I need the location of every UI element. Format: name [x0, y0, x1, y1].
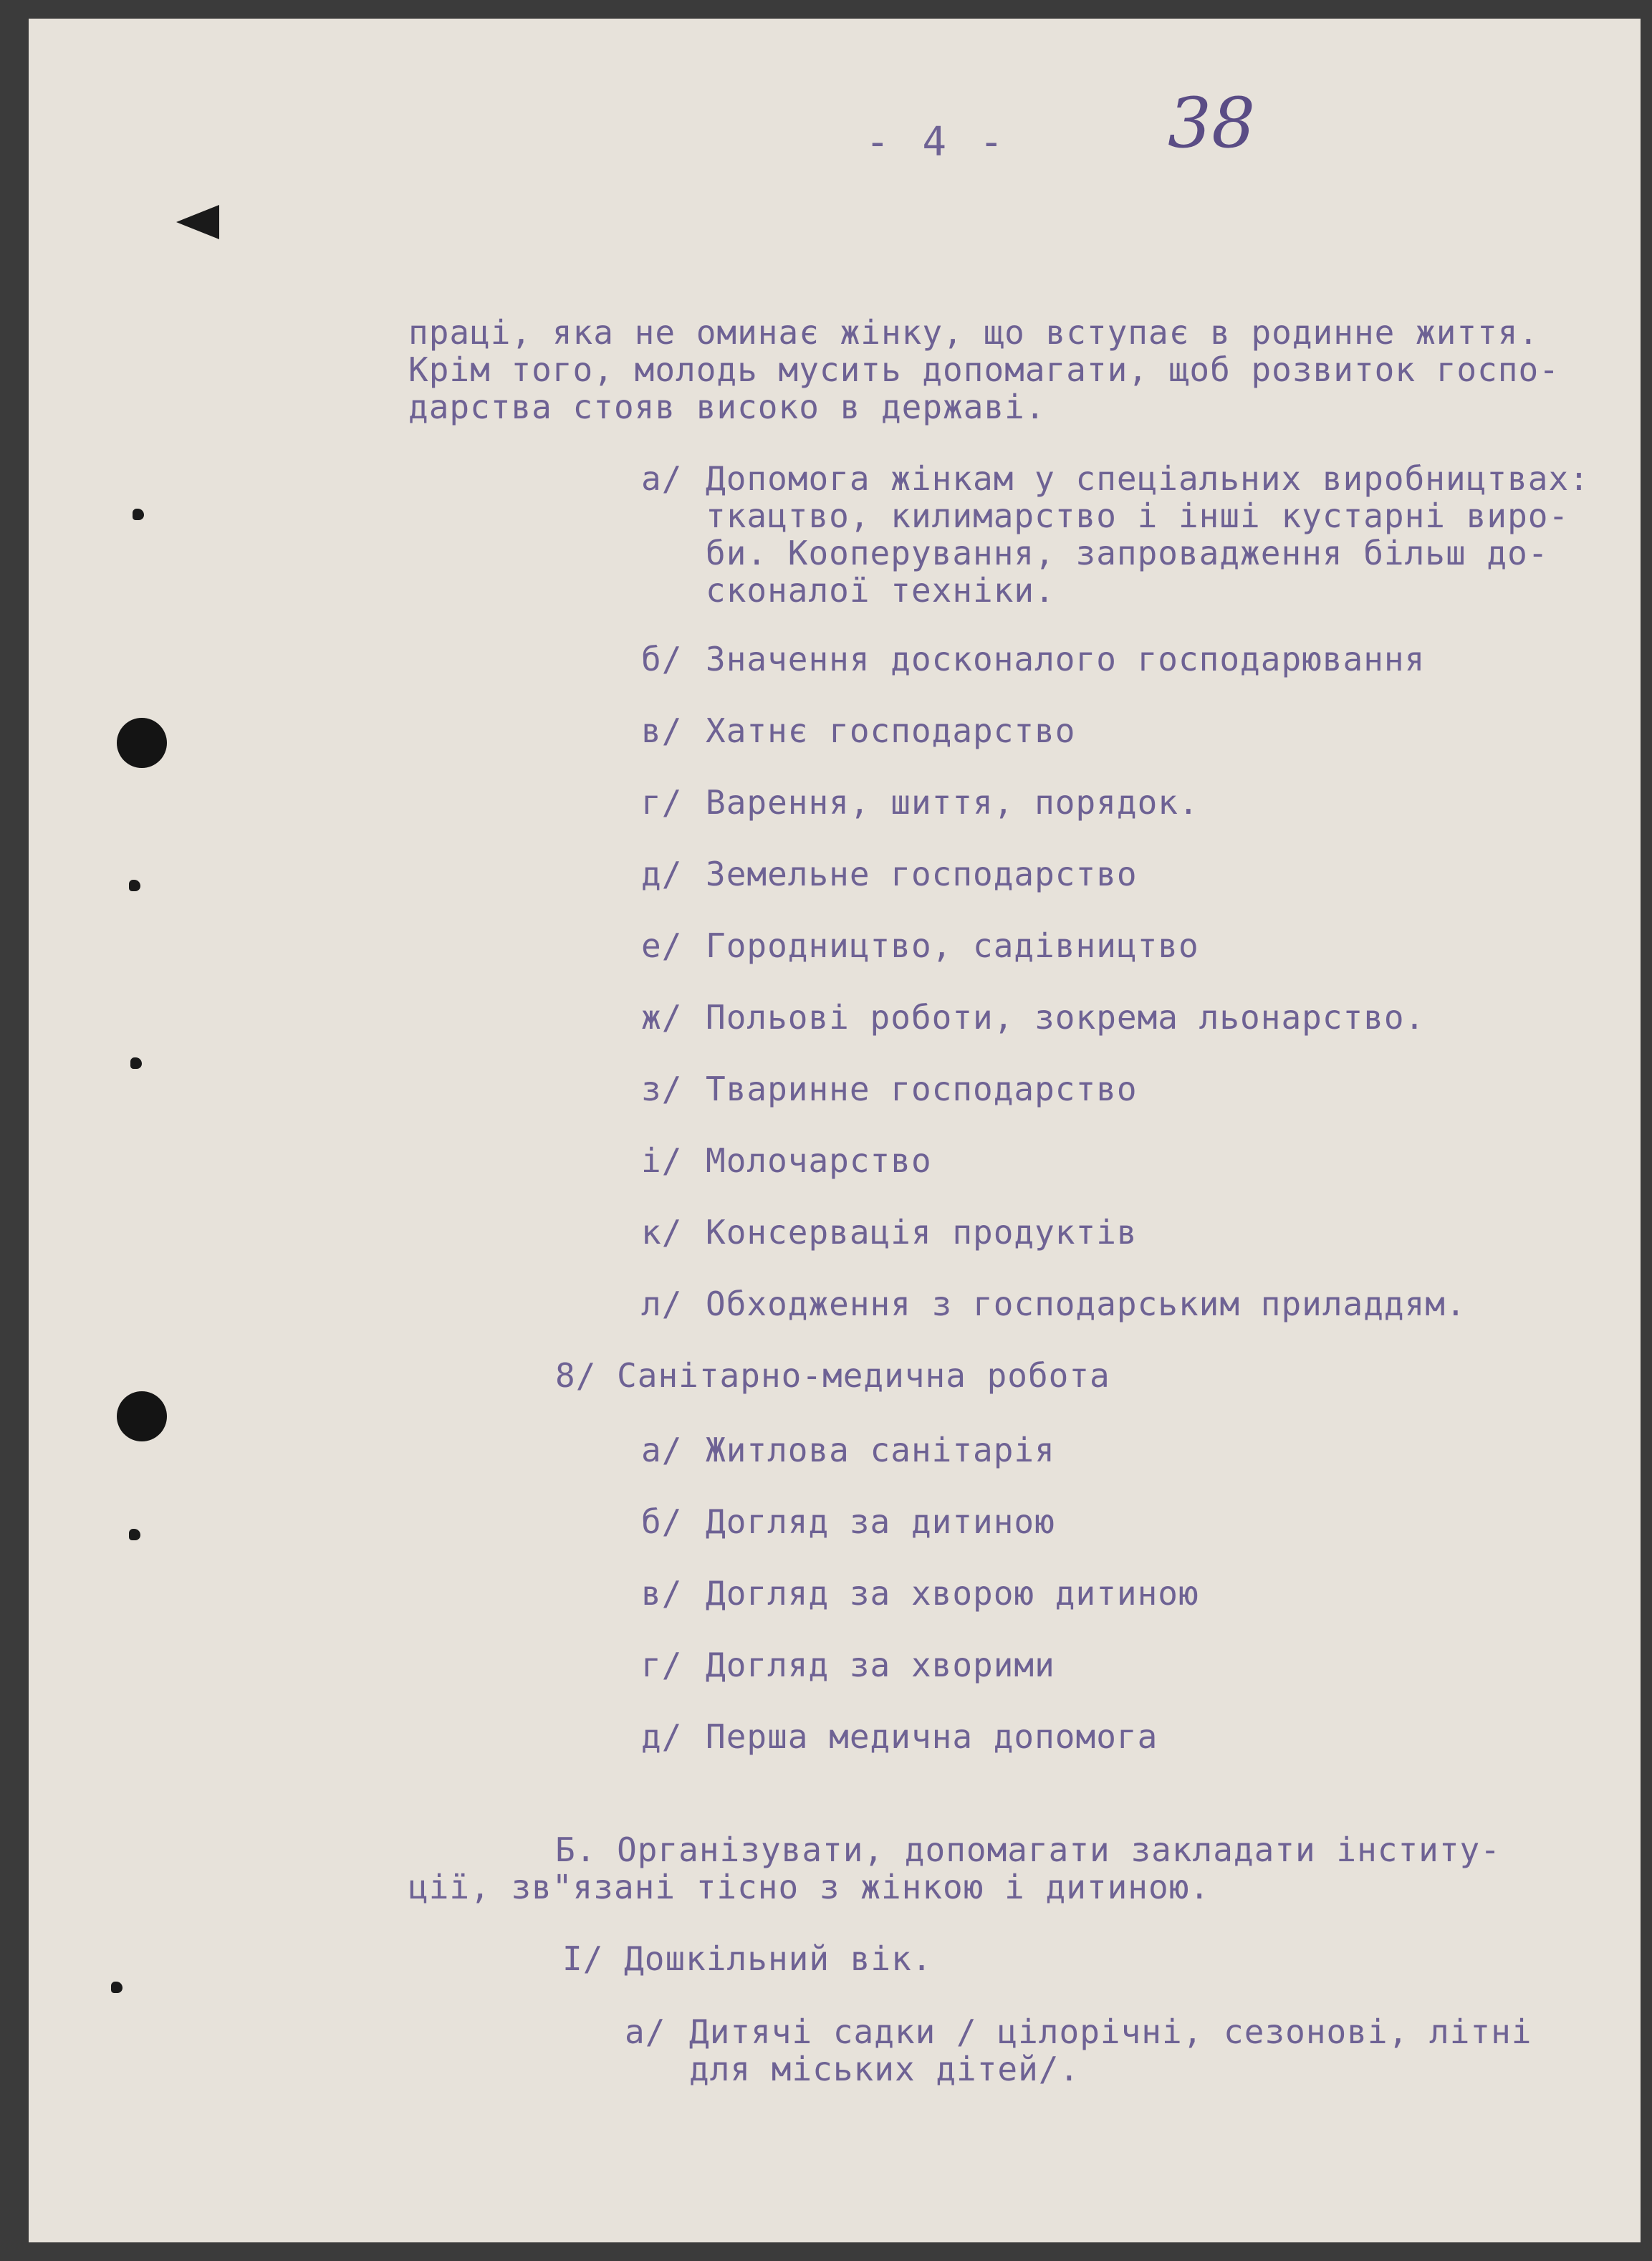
list-item-marker: а/	[641, 459, 683, 498]
list-item-text: Значення досконалого господарювання	[706, 640, 1426, 678]
page-number: - 4 -	[865, 119, 1008, 165]
list-item-marker: і/	[641, 1141, 683, 1180]
list-item-marker: в/	[641, 1574, 683, 1613]
list-item-marker: д/	[641, 1717, 683, 1756]
list-item-marker: з/	[641, 1070, 683, 1108]
list-item-marker: д/	[641, 855, 683, 893]
punch-hole-top	[117, 718, 167, 768]
list-item-text: Перша медична допомога	[706, 1717, 1158, 1756]
section-b-line: Б. Організувати, допомагати закладати інститу-	[555, 1830, 1501, 1869]
list-item-marker: а/	[625, 2012, 666, 2051]
corner-mark	[176, 205, 219, 239]
list-item-marker: б/	[641, 640, 683, 678]
intro-line: праці, яка не оминає жінку, що вступає в родинне життя.	[408, 313, 1540, 352]
ink-speck	[129, 880, 140, 891]
list-item-marker: ж/	[641, 998, 683, 1037]
list-item-text: Молочарство	[706, 1141, 932, 1180]
list-item-text: Городництво, садівництво	[706, 926, 1199, 965]
handwritten-folio-number: 38	[1168, 83, 1256, 163]
list-item-text: Догляд за хворою дитиною	[706, 1574, 1199, 1613]
list-item-marker: в/	[641, 711, 683, 750]
list-item-text: Догляд за дитиною	[706, 1502, 1055, 1541]
list-item-marker: г/	[641, 783, 683, 822]
list-item-text: Консервація продуктів	[706, 1213, 1138, 1252]
list-item-marker: а/	[641, 1431, 683, 1469]
list-item-text: Польові роботи, зокрема льонарство.	[706, 998, 1426, 1037]
punch-hole-bottom	[117, 1391, 167, 1441]
list-item-text: ткацтво, килимарство і інші кустарні виро-	[706, 496, 1570, 535]
list-item-text: Допомога жінкам у спеціальних виробництвах:	[706, 459, 1590, 498]
list-item-marker: е/	[641, 926, 683, 965]
section-b-line: ції, зв"язані тісно з жінкою і дитиною.	[408, 1868, 1211, 1906]
list-item-text: Обходження з господарським приладдям.	[706, 1285, 1466, 1323]
list-item-marker: б/	[641, 1502, 683, 1541]
intro-line: дарства стояв високо в державі.	[408, 388, 1046, 426]
list-item-text: Догляд за хворими	[706, 1646, 1055, 1684]
list-item-text: би. Кооперування, запровадження більш до-	[706, 534, 1549, 572]
list-item-text: Тваринне господарство	[706, 1070, 1138, 1108]
list-item-marker: к/	[641, 1213, 683, 1252]
ink-speck	[129, 1529, 140, 1540]
document-page	[29, 19, 1641, 2242]
section-heading: 8/ Санітарно-медична робота	[555, 1356, 1110, 1395]
intro-line: Крім того, молодь мусить допомагати, щоб розвиток госпо-	[408, 350, 1560, 389]
list-item-marker: л/	[641, 1285, 683, 1323]
list-item-marker: г/	[641, 1646, 683, 1684]
ink-speck	[130, 1057, 142, 1069]
list-item-text: Житлова санітарія	[706, 1431, 1055, 1469]
list-item-text: Варення, шиття, порядок.	[706, 783, 1199, 822]
list-item-text: сконалої техніки.	[706, 571, 1055, 610]
list-item-text: Дитячі садки / цілорічні, сезонові, літні	[689, 2012, 1532, 2051]
ink-speck	[111, 1982, 123, 1993]
list-item-text: Земельне господарство	[706, 855, 1138, 893]
list-item-text: Хатнє господарство	[706, 711, 1076, 750]
ink-speck	[133, 509, 144, 520]
subsection-heading: I/ Дошкільний вік.	[562, 1939, 933, 1978]
list-item-text: для міських дітей/.	[689, 2050, 1080, 2088]
